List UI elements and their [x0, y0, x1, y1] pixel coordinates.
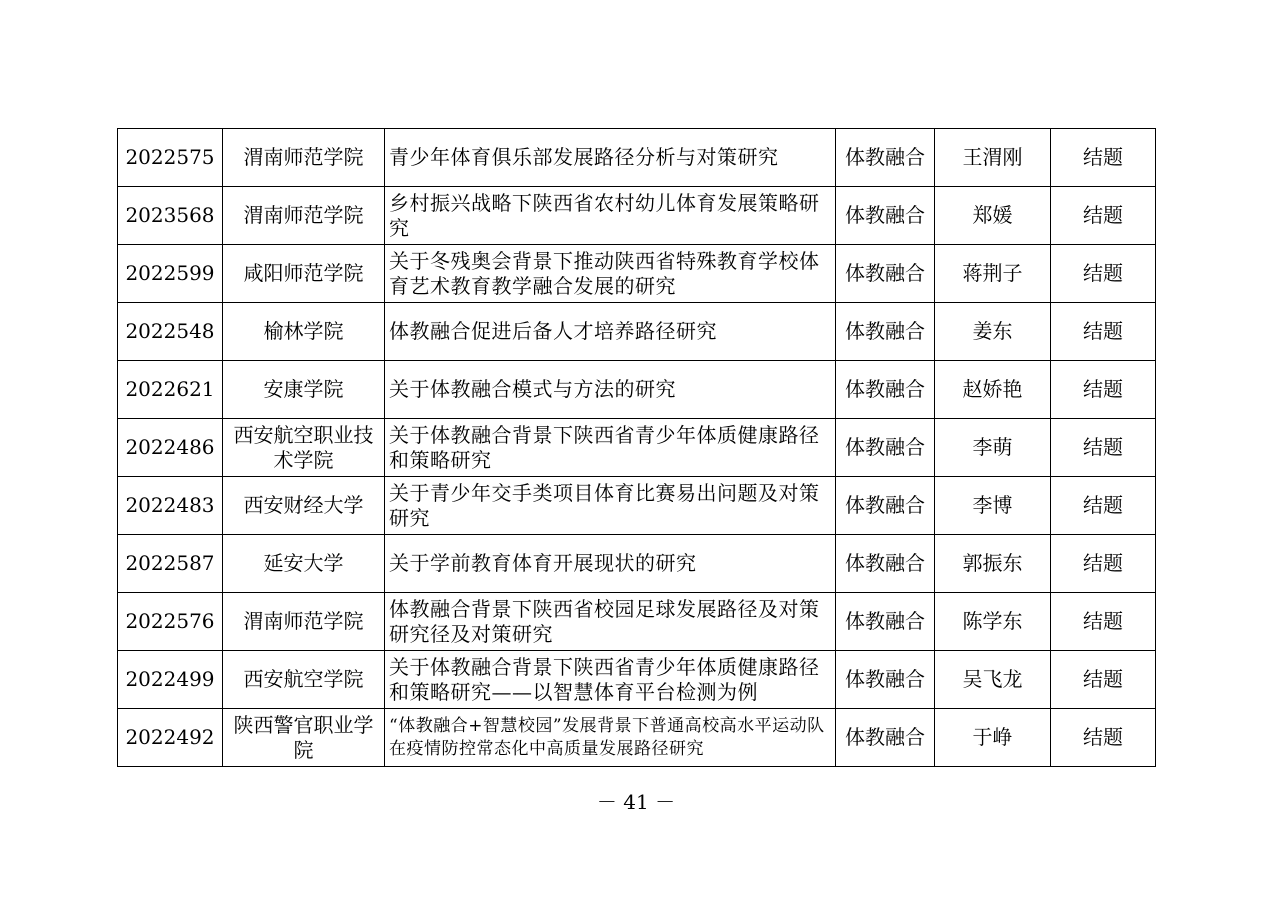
table-row [118, 709, 1156, 767]
leader-name: 李萌 [935, 419, 1051, 477]
project-title: 体教融合背景下陕西省校园足球发展路径及对策研究径及对策研究 [385, 593, 836, 651]
table-row [118, 419, 1156, 477]
leader-name: 王渭刚 [935, 129, 1051, 187]
leader-name: 郭振东 [935, 535, 1051, 593]
project-id: 2022492 [118, 709, 223, 767]
project-id: 2022486 [118, 419, 223, 477]
project-id: 2022483 [118, 477, 223, 535]
status: 结题 [1051, 187, 1156, 245]
table-row [118, 477, 1156, 535]
leader-name: 李博 [935, 477, 1051, 535]
project-id: 2022576 [118, 593, 223, 651]
category: 体教融合 [836, 709, 935, 767]
table-row [118, 187, 1156, 245]
project-id: 2023568 [118, 187, 223, 245]
leader-name: 陈学东 [935, 593, 1051, 651]
category: 体教融合 [836, 303, 935, 361]
institution: 渭南师范学院 [223, 129, 385, 187]
table-row [118, 593, 1156, 651]
leader-name: 赵娇艳 [935, 361, 1051, 419]
project-title: 体教融合促进后备人才培养路径研究 [385, 303, 836, 361]
category: 体教融合 [836, 361, 935, 419]
table-row [118, 245, 1156, 303]
category: 体教融合 [836, 535, 935, 593]
leader-name: 吴飞龙 [935, 651, 1051, 709]
status: 结题 [1051, 419, 1156, 477]
institution: 咸阳师范学院 [223, 245, 385, 303]
institution: 渭南师范学院 [223, 593, 385, 651]
leader-name: 姜东 [935, 303, 1051, 361]
table-row [118, 651, 1156, 709]
category: 体教融合 [836, 419, 935, 477]
project-title: 关于青少年交手类项目体育比赛易出问题及对策研究 [385, 477, 836, 535]
leader-name: 蒋荆子 [935, 245, 1051, 303]
project-title: “体教融合+智慧校园”发展背景下普通高校高水平运动队在疫情防控常态化中高质量发展路径研究 [385, 709, 836, 767]
institution: 西安航空学院 [223, 651, 385, 709]
project-title: 关于体教融合背景下陕西省青少年体质健康路径和策略研究 [385, 419, 836, 477]
table-row [118, 535, 1156, 593]
leader-name: 于峥 [935, 709, 1051, 767]
status: 结题 [1051, 651, 1156, 709]
table-row [118, 303, 1156, 361]
status: 结题 [1051, 303, 1156, 361]
category: 体教融合 [836, 477, 935, 535]
category: 体教融合 [836, 245, 935, 303]
project-id: 2022575 [118, 129, 223, 187]
leader-name: 郑媛 [935, 187, 1051, 245]
project-id: 2022599 [118, 245, 223, 303]
project-id: 2022499 [118, 651, 223, 709]
project-id: 2022548 [118, 303, 223, 361]
table-row [118, 129, 1156, 187]
table-body [118, 129, 1156, 767]
institution: 渭南师范学院 [223, 187, 385, 245]
institution: 延安大学 [223, 535, 385, 593]
page-number: － 41 － [596, 790, 676, 814]
project-title: 关于冬残奥会背景下推动陕西省特殊教育学校体育艺术教育教学融合发展的研究 [385, 245, 836, 303]
institution: 榆林学院 [223, 303, 385, 361]
status: 结题 [1051, 709, 1156, 767]
status: 结题 [1051, 535, 1156, 593]
institution: 陕西警官职业学院 [223, 709, 385, 767]
project-title: 关于体教融合模式与方法的研究 [385, 361, 836, 419]
project-table [117, 128, 1156, 767]
institution: 西安财经大学 [223, 477, 385, 535]
table-row [118, 361, 1156, 419]
category: 体教融合 [836, 651, 935, 709]
project-title: 关于学前教育体育开展现状的研究 [385, 535, 836, 593]
project-title: 关于体教融合背景下陕西省青少年体质健康路径和策略研究——以智慧体育平台检测为例 [385, 651, 836, 709]
category: 体教融合 [836, 129, 935, 187]
category: 体教融合 [836, 187, 935, 245]
status: 结题 [1051, 361, 1156, 419]
institution: 西安航空职业技术学院 [223, 419, 385, 477]
status: 结题 [1051, 245, 1156, 303]
status: 结题 [1051, 477, 1156, 535]
category: 体教融合 [836, 593, 935, 651]
status: 结题 [1051, 129, 1156, 187]
institution: 安康学院 [223, 361, 385, 419]
status: 结题 [1051, 593, 1156, 651]
project-title: 青少年体育俱乐部发展路径分析与对策研究 [385, 129, 836, 187]
project-id: 2022587 [118, 535, 223, 593]
project-title: 乡村振兴战略下陕西省农村幼儿体育发展策略研究 [385, 187, 836, 245]
project-id: 2022621 [118, 361, 223, 419]
